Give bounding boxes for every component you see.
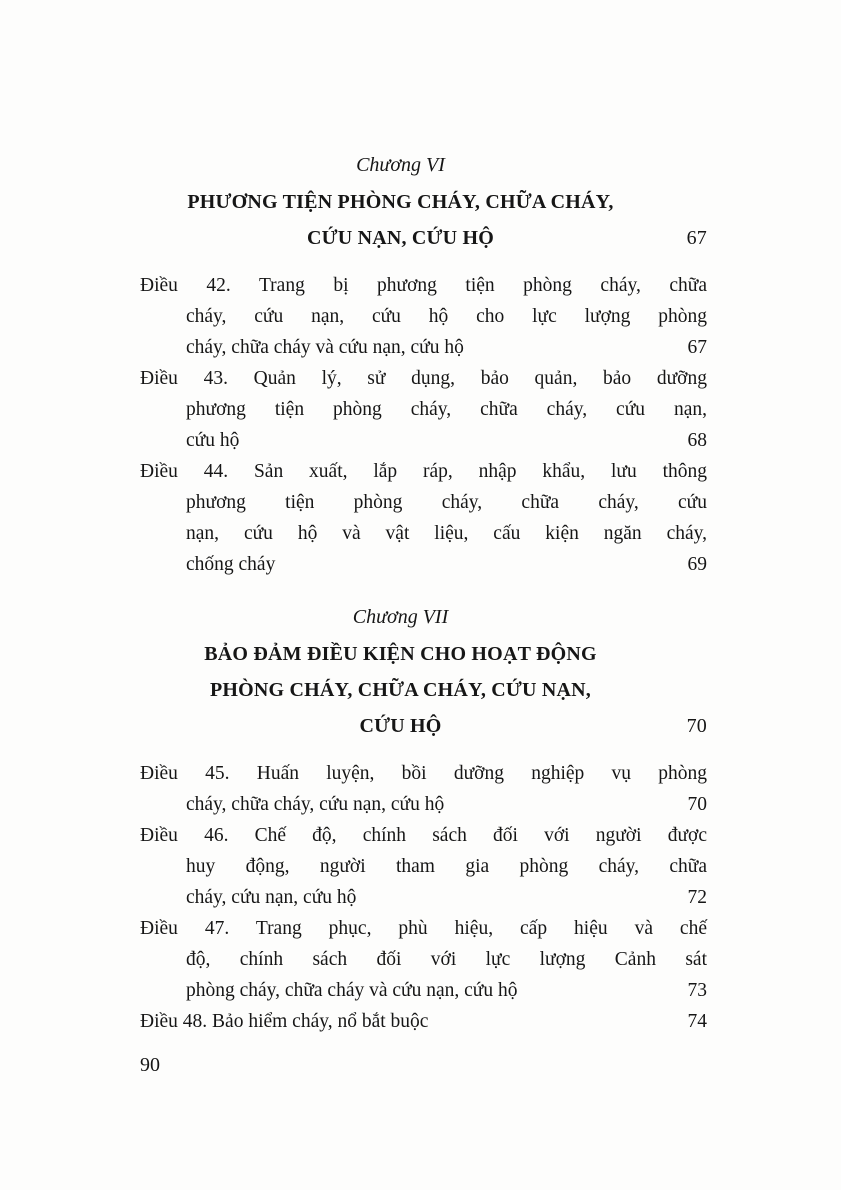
entry-line: [140, 975, 707, 1006]
toc-entry-dieu-43: [140, 363, 707, 456]
entry-line: Điều 47. Trang phục, phù hiệu, cấp hiệu và chế: [140, 918, 707, 939]
chapter-vi-section: [140, 148, 707, 580]
chapter-label: Chương VI: [356, 154, 445, 176]
entry-line: phương tiện phòng cháy, chữa cháy, cứu: [186, 492, 707, 513]
chapter-title-line: BẢO ĐẢM ĐIỀU KIỆN CHO HOẠT ĐỘNG: [204, 643, 597, 665]
chapter-title-line: [140, 220, 707, 256]
entry-line: Điều 46. Chế độ, chính sách đối với người được: [140, 825, 707, 846]
entry-line: Điều 43. Quản lý, sử dụng, bảo quản, bảo dưỡng: [140, 368, 707, 389]
entry-line: độ, chính sách đối với lực lượng Cảnh sát: [186, 949, 707, 970]
entry-page-number: 73: [687, 980, 707, 1001]
entry-page-number: 70: [687, 794, 707, 815]
table-of-contents: [140, 148, 707, 1037]
toc-entry-dieu-47: [140, 913, 707, 1006]
toc-entry-dieu-44: [140, 456, 707, 580]
chapter-title-line: [140, 708, 707, 744]
entry-line-text: Điều 48. Bảo hiểm cháy, nổ bắt buộc: [140, 1011, 429, 1032]
chapter-vii-section: [140, 600, 707, 1037]
toc-entry-dieu-45: [140, 758, 707, 820]
entry-line: Điều 45. Huấn luyện, bồi dưỡng nghiệp vụ phòng: [140, 763, 707, 784]
toc-entry-dieu-42: [140, 270, 707, 363]
entry-page-number: 68: [687, 430, 707, 451]
entry-page-number: 67: [687, 337, 707, 358]
entry-line: cháy, cứu nạn, cứu hộ cho lực lượng phòng: [186, 306, 707, 327]
entry-page-number: 74: [687, 1011, 707, 1032]
entry-page-number: 72: [687, 887, 707, 908]
entry-line: [140, 1006, 707, 1037]
chapter-title-text: CỨU HỘ: [359, 715, 442, 737]
entry-line: [140, 882, 707, 913]
chapter-title-text: CỨU NẠN, CỨU HỘ: [306, 227, 495, 249]
chapter-title-line: PHÒNG CHÁY, CHỮA CHÁY, CỨU NẠN,: [209, 679, 592, 701]
entry-line: [140, 425, 707, 456]
toc-entry-dieu-46: [140, 820, 707, 913]
entry-line: nạn, cứu hộ và vật liệu, cấu kiện ngăn cháy,: [186, 523, 707, 544]
chapter-title-line: PHƯƠNG TIỆN PHÒNG CHÁY, CHỮA CHÁY,: [187, 191, 614, 213]
entry-line: Điều 42. Trang bị phương tiện phòng cháy, chữa: [140, 275, 707, 296]
entry-line: huy động, người tham gia phòng cháy, chữa: [186, 856, 707, 877]
footer-page-number: 90: [140, 1054, 160, 1076]
entry-line-text: phòng cháy, chữa cháy và cứu nạn, cứu hộ: [186, 980, 518, 1001]
chapter-label: Chương VII: [352, 606, 449, 628]
entry-line-text: cháy, chữa cháy và cứu nạn, cứu hộ: [186, 337, 464, 358]
entry-line: [140, 332, 707, 363]
entry-line: [140, 549, 707, 580]
entry-line: phương tiện phòng cháy, chữa cháy, cứu nạn,: [186, 399, 707, 420]
entry-line-text: cứu hộ: [186, 430, 240, 451]
chapter-page-number: 70: [686, 715, 707, 737]
chapter-vi-heading: [140, 148, 707, 256]
chapter-page-number: 67: [686, 227, 707, 249]
toc-entry-dieu-48: [140, 1006, 707, 1037]
entry-line: [140, 789, 707, 820]
entry-page-number: 69: [687, 554, 707, 575]
entry-line-text: chống cháy: [186, 554, 276, 575]
entry-line: Điều 44. Sản xuất, lắp ráp, nhập khẩu, lưu thông: [140, 461, 707, 482]
chapter-vii-heading: [140, 600, 707, 744]
entry-line-text: cháy, chữa cháy, cứu nạn, cứu hộ: [186, 794, 445, 815]
entry-line-text: cháy, cứu nạn, cứu hộ: [186, 887, 357, 908]
